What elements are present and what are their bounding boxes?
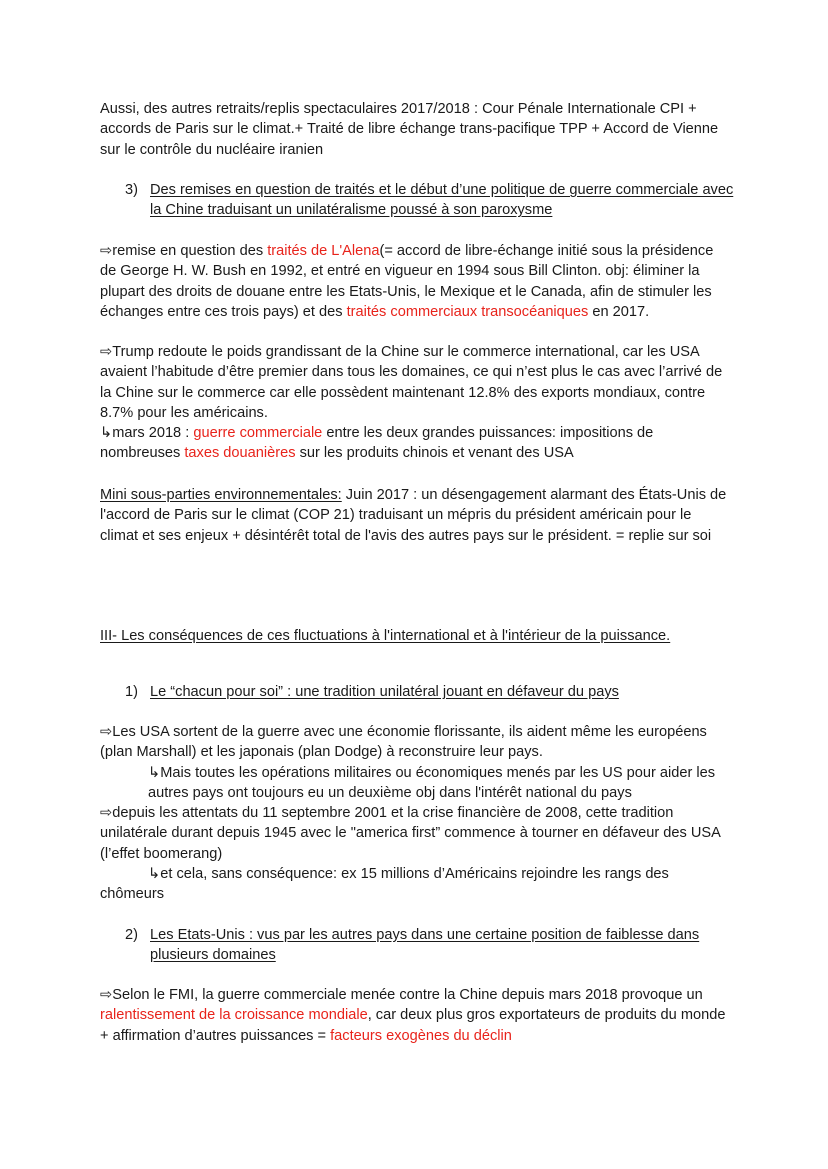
environment-paragraph: Mini sous-parties environnementales: Juin 2017 : un désengagement alarmant des États-Unis de l'accord de Paris sur le climat (COP 21) traduisant un mépris du président américain pour le climat et ses enjeux + désintérêt total de l'avis des autres pays sur le président. = replie sur soi [100,487,727,544]
section-2-heading: Les Etats-Unis : vus par les autres pays dans une certaine position de faiblesse dans plusieurs domaines [150,927,700,964]
highlight-customs-taxes: taxes douanières [184,445,296,462]
section-3-heading: Des remises en question de traités et le début d’une politique de guerre commerciale avec la Chine traduisant un unilatéralisme poussé à son paroxysme [150,182,734,219]
highlight-trade-war: guerre commerciale [193,425,323,441]
imf-paragraph: ⇨Selon le FMI, la guerre commerciale menée contre la Chine depuis mars 2018 provoque un ralentissement de la croissance mondiale, car deux plus gros exportateurs de produits du monde + affirmation d’autres puissances = facteurs exogènes du déclin [100,987,726,1044]
china-paragraph: ⇨Trump redoute le poids grandissant de la Chine sur le commerce international, car les USA avaient l’habitude d’être premier dans tous les domaines, ce qui n’est plus le cas avec l’arrivé de la Chine sur le commerce car elle possèdent maintenant 12.8% des exports mondiaux, contre 8.7% pour les américains. [100,344,723,421]
section-2-number: 2) [125,927,138,943]
part-3-title: III- Les conséquences de ces fluctuations à l'international et à l'intérieur de la puissance. [100,628,671,644]
trade-war-paragraph: ↳mars 2018 : guerre commerciale entre les deux grandes puissances: impositions de nombreuses taxes douanières sur les produits chinois et venant des USA [100,425,654,462]
environment-label: Mini sous-parties environnementales: [100,487,342,503]
unemployment-paragraph: ↳et cela, sans conséquence: ex 15 millions d’Américains rejoindre les rangs des chômeurs [100,866,669,903]
alena-paragraph: ⇨remise en question des traités de L'Alena(= accord de libre-échange initié sous la présidence de George H. W. Bush en 1992, et entré en vigueur en 1994 sous Bill Clinton. obj: éliminer la plupart des droits de douane entre les Etats-Unis, le Mexique et le Canada, afin de stimuler les échanges entre ces trois pays) et des traités commerciaux transocéaniques en 2017. [100,243,714,320]
ulterior-motive-paragraph: ↳Mais toutes les opérations militaires ou économiques menés par les US pour aider les autres pays ont toujours eu un deuxième obj dans l'intérêt national du pays [148,765,716,802]
highlight-transoceanic: traités commerciaux transocéaniques [346,303,589,320]
section-1-number: 1) [125,684,138,700]
highlight-exogenous-factors: facteurs exogènes du déclin [330,1027,512,1044]
highlight-slowdown: ralentissement de la croissance mondiale [100,1007,368,1024]
intro-paragraph: Aussi, des autres retraits/replis spectaculaires 2017/2018 : Cour Pénale Internationale CPI + accords de Paris sur le climat.+ Traité de libre échange trans-pacifique TPP + Accord de Vienne sur le contrôle du nucléaire iranien [100,101,719,158]
boomerang-paragraph: ⇨depuis les attentats du 11 septembre 2001 et la crise financière de 2008, cette tradition unilatérale durant depuis 1945 avec le "america first” commence à tourner en défaveur des USA (l’effet boomerang) [100,805,721,862]
highlight-alena: traités de L'Alena [267,243,380,259]
section-3-number: 3) [125,182,138,198]
postwar-paragraph: ⇨Les USA sortent de la guerre avec une économie florissante, ils aident même les européens (plan Marshall) et les japonais (plan Dodge) à reconstruire leur pays. [100,724,707,761]
section-1-heading: Le “chacun pour soi” : une tradition unilatéral jouant en défaveur du pays [150,684,619,700]
